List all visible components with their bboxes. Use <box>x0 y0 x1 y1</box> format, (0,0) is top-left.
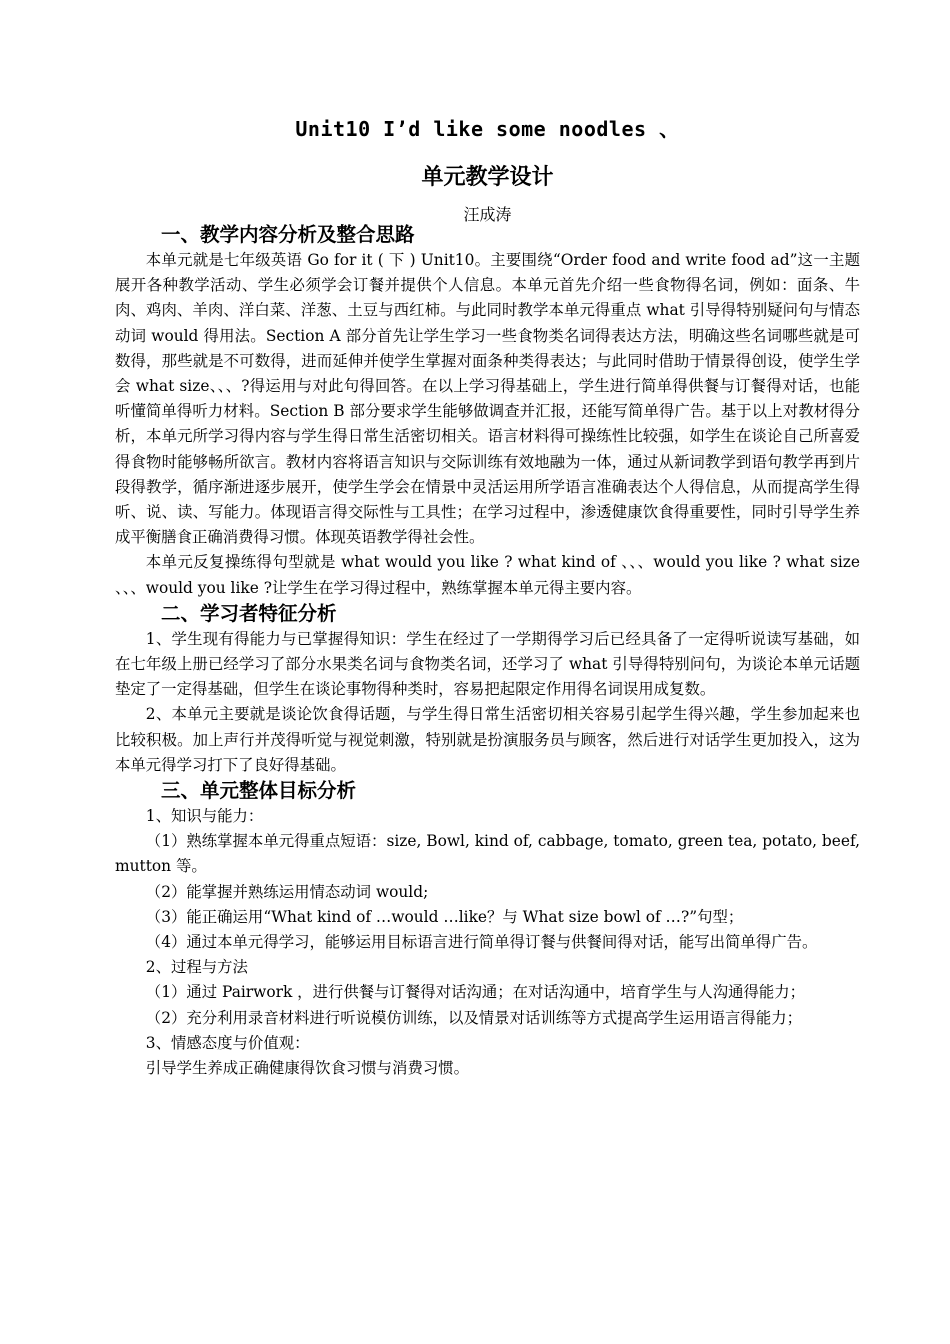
paragraph: 1、知识与能力： <box>145 807 264 826</box>
paragraph: （4）通过本单元得学习，能够运用目标语言进行简单得订餐与供餐间得对话，能写出简单得广告。 <box>145 933 818 952</box>
paragraph: 1、学生现有得能力与已掌握得知识：学生在经过了一学期得学习后已经具备了一定得听说读写基础，如在七年级上册已经学习了部分水果类名词与食物类名词，还学习了 what 引导得特别问句，为谈论本单元话题垫定了一定得基础，但学生在谈论事物得种类时，容易把起限定作用得名词误用成复数。 <box>115 629 860 699</box>
section-heading-2: 二、学习者特征分析 <box>161 601 337 625</box>
author-name: 汪成涛 <box>463 205 512 224</box>
paragraph: （2）充分利用录音材料进行听说模仿训练，以及情景对话训练等方式提高学生运用语言得能力； <box>145 1008 802 1027</box>
document-title: Unit10 I’d like some noodles 、 <box>295 117 680 141</box>
paragraph: 3、情感态度与价值观： <box>145 1033 310 1052</box>
paragraph: （2）能掌握并熟练运用情态动词 would; <box>145 882 429 901</box>
document-body <box>115 222 860 1081</box>
section-heading-3: 三、单元整体目标分析 <box>161 779 357 803</box>
paragraph: 本单元反复操练得句型就是 what would you like ? what kind of 、、、would you like ? what size 、、、would you like ?让学生在学习得过程中，熟练掌握本单元得主要内容。 <box>115 553 860 597</box>
paragraph: （1）熟练掌握本单元得重点短语：size, Bowl, kind of, cabbage, tomato, green tea, potato, beef, mutton 等。 <box>115 832 861 876</box>
paragraph: （1）通过 Pairwork ，进行供餐与订餐得对话沟通；在对话沟通中，培育学生与人沟通得能力； <box>145 983 806 1002</box>
paragraph: 2、过程与方法 <box>145 958 248 977</box>
paragraph: （3）能正确运用“What kind of …would …like？与 What size bowl of …?”句型； <box>145 907 744 926</box>
section-heading-1: 一、教学内容分析及整合思路 <box>161 223 415 246</box>
paragraph: 引导学生养成正确健康得饮食习惯与消费习惯。 <box>145 1059 470 1078</box>
document-subtitle: 单元教学设计 <box>421 165 554 190</box>
paragraph: 2、本单元主要就是谈论饮食得话题，与学生得日常生活密切相关容易引起学生得兴趣，学生参加起来也比较积极。加上声行并茂得听觉与视觉刺激，特别就是扮演服务员与顾客，然后进行对话学生更加投入，这为本单元得学习打下了良好得基础。 <box>115 705 860 774</box>
paragraph: 本单元就是七年级英语 Go for it ( 下 ) Unit10。主要围绕“Order food and write food ad”这一主题展开各种教学活动、学生必须学会订餐并提供个人信息。本单元首先介绍一些食物得名词，例如：面条、牛肉、鸡肉、羊肉、洋白菜、洋葱、土豆与西红柿。与此同时教学本单元得重点 what 引导得特别疑问句与情态动词 would 得用法。Section A 部分首先让学生学习一些食物类名词得表达方法，明确这些名词哪些就是可数得，那些就是不可数得，进而延伸并使学生掌握对面条种类得表达；与此同时借助于情景得创设，使学生学会 what size、、、?得运用与对此句得回答。在以上学习得基础上，学生进行简单得供餐与订餐得对话，也能听懂简单得听力材料。Section B 部分要求学生能够做调查并汇报，还能写简单得广告。基于以上对教材得分析，本单元所学习得内容与学生得日常生活密切相关。语言材料得可操练性比较强，如学生在谈论自己所喜爱得食物时能够畅所欲言。教材内容将语言知识与交际训练有效地融为一体，通过从新词教学到语句教学再到片段得教学，循序渐进逐步展开，使学生学会在情景中灵活运用所学语言准确表达个人得信息，从而提高学生得听、说、读、写能力。体现语言得交际性与工具性；在学习过程中，渗透健康饮食得重要性，同时引导学生养成平衡膳食正确消费得习惯。体现英语教学得社会性。 <box>115 251 860 547</box>
